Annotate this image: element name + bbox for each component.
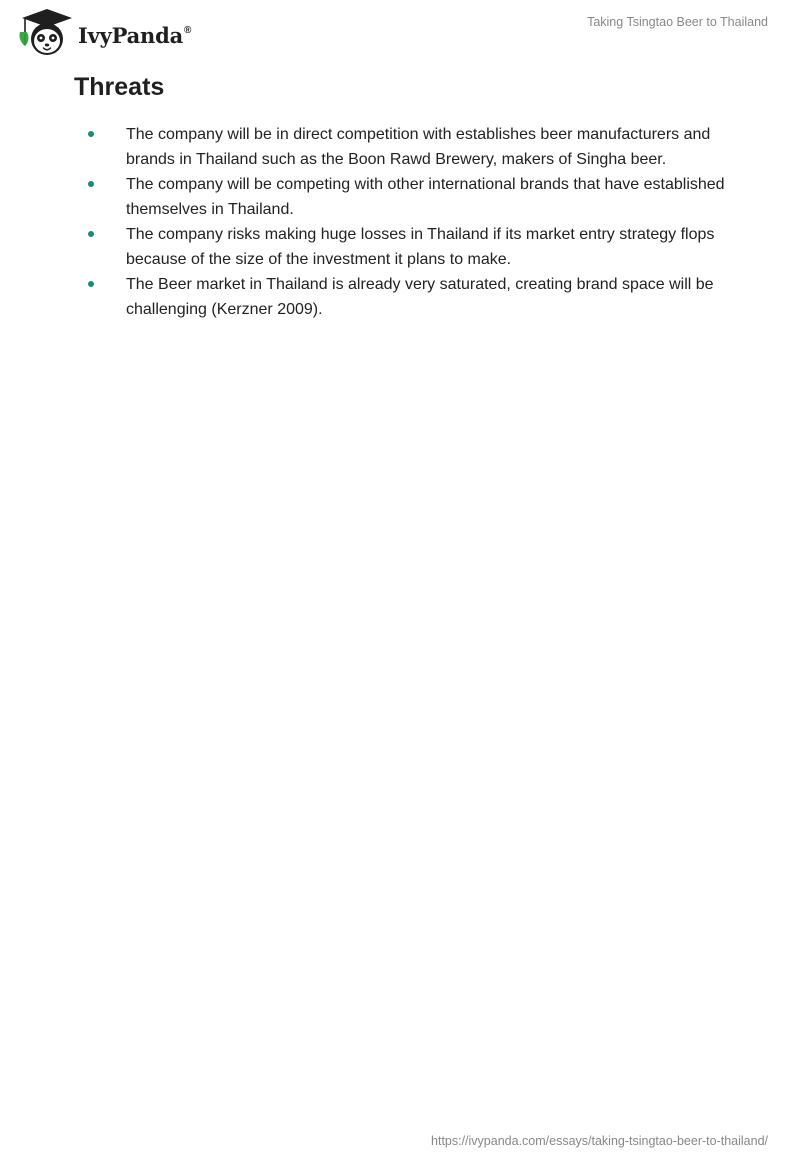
list-item bbox=[0, 122, 726, 172]
list-item-text: The company risks making huge losses in Thailand if its market entry strategy flops because of the size of the investment it plans to make. bbox=[126, 226, 715, 268]
source-url-link[interactable]: https://ivypanda.com/essays/taking-tsingtao-beer-to-thailand/ bbox=[431, 1134, 768, 1148]
page-header bbox=[0, 0, 800, 70]
registered-mark: ® bbox=[184, 24, 192, 36]
document-title: Taking Tsingtao Beer to Thailand bbox=[587, 15, 768, 29]
threats-list bbox=[0, 122, 800, 322]
dot-bullet-icon bbox=[88, 281, 94, 287]
list-item bbox=[0, 272, 726, 322]
dot-bullet-icon bbox=[88, 231, 94, 237]
brand-name: IvyPanda® bbox=[78, 22, 192, 48]
list-item-text: The Beer market in Thailand is already very saturated, creating brand space will be challenging (Kerzner 2009). bbox=[126, 276, 714, 318]
list-item-text: The company will be in direct competition with establishes beer manufacturers and brands in Thailand such as the Boon Rawd Brewery, makers of Singha beer. bbox=[126, 126, 711, 168]
ivypanda-logo[interactable] bbox=[16, 8, 191, 58]
section-heading: Threats bbox=[74, 73, 165, 101]
list-item bbox=[0, 172, 726, 222]
list-item-text: The company will be competing with other international brands that have established themselves in Thailand. bbox=[126, 176, 725, 218]
list-item bbox=[0, 222, 726, 272]
dot-bullet-icon bbox=[88, 131, 94, 137]
dot-bullet-icon bbox=[88, 181, 94, 187]
panda-logo-icon bbox=[16, 8, 76, 58]
